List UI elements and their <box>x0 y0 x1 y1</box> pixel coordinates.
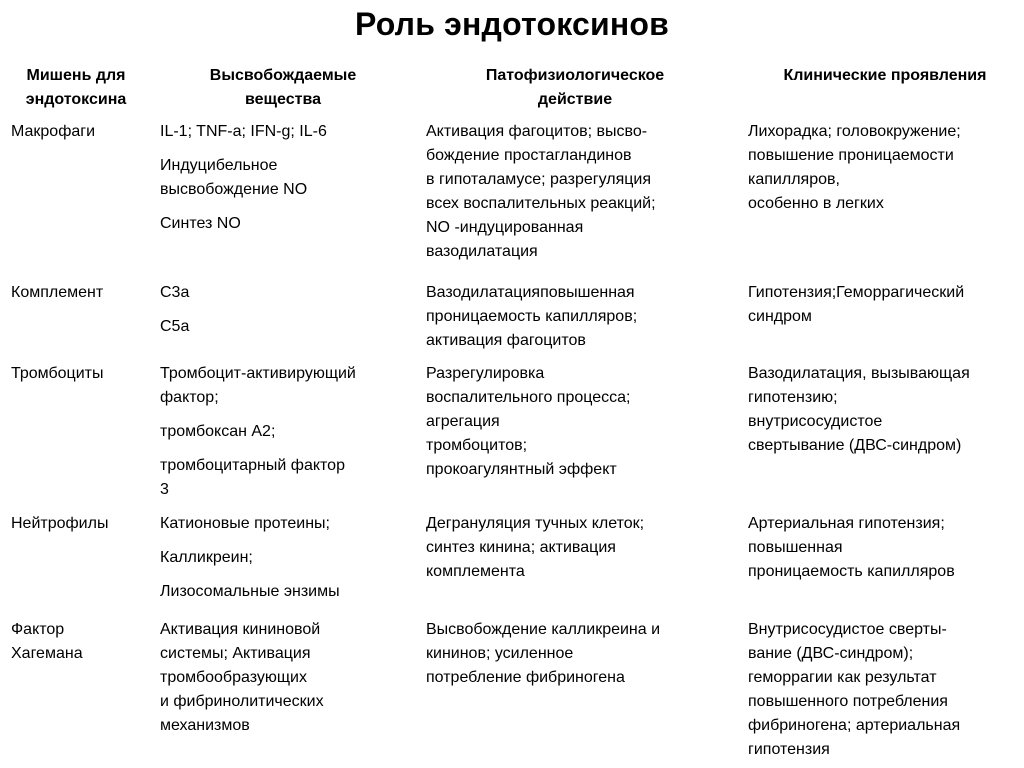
substance-item: Лизосомальные энзимы <box>160 583 340 600</box>
row-clinical: Вазодилатация, вызывающая гипотензию; внутрисосудистое свертывание (ДВС-синдром) <box>748 365 970 454</box>
substance-item: Калликреин; <box>160 549 253 566</box>
row-clinical: Артериальная гипотензия; повышенная проницаемость капилляров <box>748 515 955 580</box>
row-substances <box>160 512 415 604</box>
substance-item: Синтез NO <box>160 215 241 232</box>
page-title: Роль эндотоксинов <box>354 6 670 42</box>
column-header-clinical: Клинические проявления <box>783 67 987 84</box>
substance-item: тромбоцитарный фактор 3 <box>160 457 345 498</box>
column-header-target: Мишень для эндотоксина <box>25 67 127 108</box>
row-target: Комплемент <box>11 284 104 301</box>
row-action: Дегрануляция тучных клеток; синтез кинина; активация комплемента <box>426 515 645 580</box>
substance-item: C5a <box>160 318 190 335</box>
row-action: Разрегулировка воспалительного процесса; агрегация тромбоцитов; прокоагулянтный эффект <box>426 365 631 478</box>
substance-item: тромбоксан А2; <box>160 423 276 440</box>
row-clinical: Лихорадка; головокружение; повышение проницаемости капилляров, особенно в легких <box>748 123 961 212</box>
substance-item: C3a <box>160 284 190 301</box>
row-action: Активация фагоцитов; высво- бождение простагландинов в гипоталамусе; разрегуляция всех воспалительных реакций; NO -индуцированная вазодилатация <box>426 123 656 260</box>
substance-item: Тромбоцит-активирующий фактор; <box>160 365 356 406</box>
row-target: Макрофаги <box>11 123 96 140</box>
substance-item: Индуцибельное высвобождение NO <box>160 157 308 198</box>
row-clinical: Гипотензия;Геморрагический синдром <box>748 284 965 325</box>
row-target: Тромбоциты <box>11 365 104 382</box>
column-header-substances: Высвобождаемые вещества <box>209 67 357 108</box>
substance-item: Активация кининовой системы; Активация тромбообразующих и фибринолитических механизмов <box>160 621 324 734</box>
row-substances <box>160 362 415 502</box>
row-clinical: Внутрисосудистое сверты- вание (ДВС-синдром); геморрагии как результат повышенного потребления фибриногена; артериальная гипотензия <box>748 621 961 758</box>
row-substances <box>160 281 415 339</box>
row-target: Нейтрофилы <box>11 515 109 532</box>
row-substances <box>160 618 415 738</box>
column-header-action: Патофизиологическое действие <box>485 67 665 108</box>
row-target: Фактор Хагемана <box>11 621 83 662</box>
substance-item: Катионовые протеины; <box>160 515 330 532</box>
row-action: Высвобождение калликреина и кининов; усиленное потребление фибриногена <box>426 621 661 686</box>
row-substances <box>160 120 415 236</box>
row-action: Вазодилатацияповышенная проницаемость капилляров; активация фагоцитов <box>426 284 638 349</box>
substance-item: IL-1; TNF-a; IFN-g; IL-6 <box>160 123 327 140</box>
